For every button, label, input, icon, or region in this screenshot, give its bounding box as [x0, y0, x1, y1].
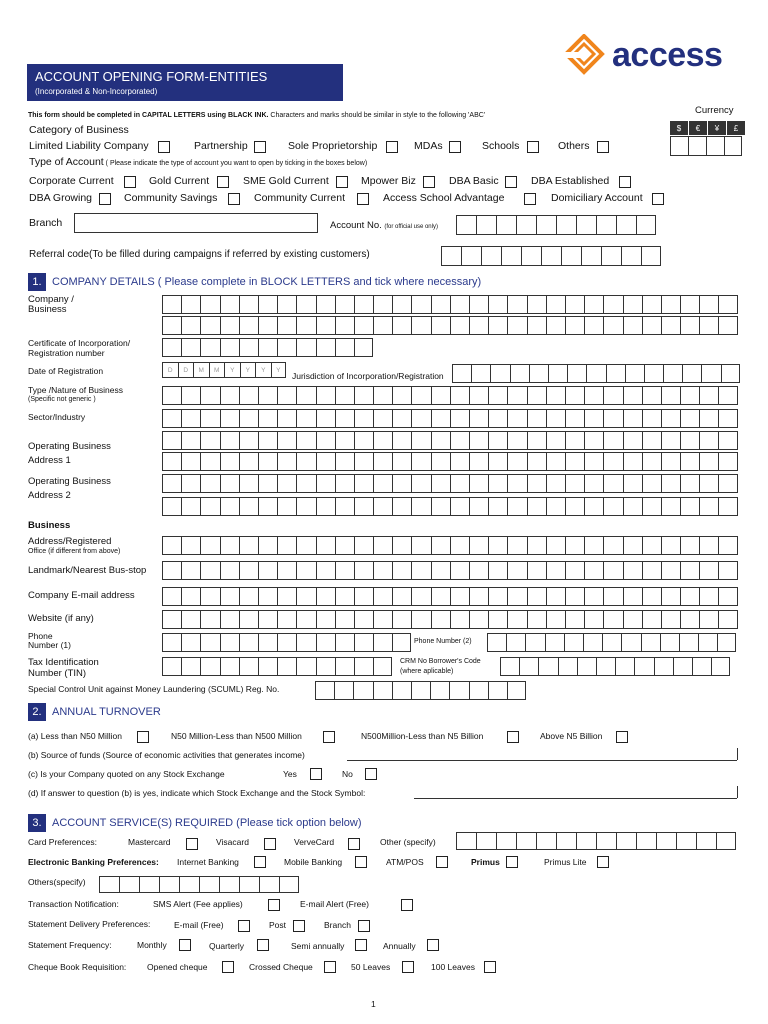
freq-semi-checkbox[interactable] [355, 939, 367, 951]
card-other-grid[interactable] [456, 832, 736, 850]
tin-label: Tax Identification Number (TIN) [28, 657, 99, 679]
tin-grid[interactable] [162, 657, 392, 676]
landmark-label: Landmark/Nearest Bus-stop [28, 565, 147, 576]
cheque-crossed-label: Crossed Cheque [249, 962, 313, 972]
acct-dba-growing-checkbox[interactable] [99, 193, 111, 205]
website-grid[interactable] [162, 610, 738, 629]
stock-no-checkbox[interactable] [365, 768, 377, 780]
acct-sme-gold-checkbox[interactable] [336, 176, 348, 188]
currency-gbp: £ [727, 121, 745, 135]
branch-label: Branch [29, 217, 63, 229]
nature-business-grid[interactable] [162, 386, 738, 405]
turnover-opt2-checkbox[interactable] [323, 731, 335, 743]
others-specify-label: Others(specify) [28, 877, 86, 887]
section1-heading: 1. COMPANY DETAILS ( Please complete in BLOCK LETTERS and tick where necessary) [28, 273, 481, 291]
card-visacard-label: Visacard [216, 837, 249, 847]
stmt-branch-checkbox[interactable] [358, 920, 370, 932]
stock-yes-checkbox[interactable] [310, 768, 322, 780]
phone1-grid[interactable] [162, 633, 411, 652]
category-opt-llc-label: Limited Liability Company [29, 140, 149, 152]
freq-quarterly-label: Quarterly [209, 941, 244, 951]
form-title-band [27, 64, 343, 101]
landmark-grid[interactable] [162, 561, 738, 580]
ebank-atm-label: ATM/POS [386, 857, 424, 867]
access-logo [562, 34, 742, 76]
stmt-freq-label: Statement Frequency: [28, 940, 112, 950]
card-other-label: Other (specify) [380, 837, 436, 847]
no-label: No [342, 769, 353, 779]
phone1-label: Phone Number (1) [28, 631, 71, 650]
date-registration-label: Date of Registration [28, 366, 104, 376]
acct-school-advantage-checkbox[interactable] [524, 193, 536, 205]
stock-symbol-label: (d) If answer to question (b) is yes, indicate which Stock Exchange and the Stock Symbol: [28, 788, 366, 798]
turnover-opt2-label: N50 Million-Less than N500 Million [171, 731, 302, 741]
account-no-label: Account No. (for official use only) [330, 220, 438, 231]
stmt-delivery-label: Statement Delivery Preferences: [28, 919, 151, 929]
company-email-grid[interactable] [162, 587, 738, 606]
freq-monthly-label: Monthly [137, 940, 167, 950]
registered-office-grid[interactable] [162, 536, 738, 555]
cheque-opened-label: Opened cheque [147, 962, 208, 972]
acct-domiciliary-checkbox[interactable] [652, 193, 664, 205]
access-diamond-icon [562, 34, 606, 76]
op-address2-label: Operating Business Address 2 [28, 476, 111, 501]
cheque-50-checkbox[interactable] [402, 961, 414, 973]
category-partnership-checkbox[interactable] [254, 141, 266, 153]
trans-sms-checkbox[interactable] [268, 899, 280, 911]
acct-community-current-label: Community Current [254, 192, 346, 204]
acct-dba-basic-checkbox[interactable] [505, 176, 517, 188]
op-address1-label: Operating Business Address 1 [28, 441, 111, 466]
branch-input[interactable] [74, 213, 318, 233]
company-name-grid-2[interactable] [162, 316, 738, 335]
trans-email-label: E-mail Alert (Free) [300, 899, 369, 909]
trans-email-checkbox[interactable] [401, 899, 413, 911]
sector-grid[interactable] [162, 409, 738, 428]
currency-boxes[interactable] [670, 136, 742, 156]
registered-office-label: Address/Registered Office (if different from above) [28, 536, 121, 555]
business-label: Business [28, 520, 71, 531]
acct-mpower-checkbox[interactable] [423, 176, 435, 188]
ebank-mobile-checkbox[interactable] [355, 856, 367, 868]
phone2-grid[interactable] [487, 633, 736, 652]
category-llc-checkbox[interactable] [158, 141, 170, 153]
turnover-a-opt1-label: (a) Less than N50 Million [28, 731, 123, 741]
jurisdiction-grid[interactable] [452, 364, 740, 383]
acct-community-current-checkbox[interactable] [357, 193, 369, 205]
yes-label: Yes [283, 769, 297, 779]
acct-community-savings-label: Community Savings [124, 192, 218, 204]
acct-gold-current-label: Gold Current [149, 175, 210, 187]
card-vervecard-checkbox[interactable] [348, 838, 360, 850]
category-label: Category of Business [29, 124, 129, 136]
ebank-mobile-label: Mobile Banking [284, 857, 343, 867]
card-pref-label: Card Preferences: [28, 837, 97, 847]
jurisdiction-label: Jurisdiction of Incorporation/Registration [292, 371, 444, 381]
stmt-email-checkbox[interactable] [238, 920, 250, 932]
acct-corporate-current-checkbox[interactable] [124, 176, 136, 188]
ebank-primus-label: Primus [471, 857, 500, 867]
currency-jpy: ¥ [708, 121, 727, 135]
acct-corporate-current-label: Corporate Current [29, 175, 114, 187]
company-email-label: Company E-mail address [28, 590, 135, 601]
company-name-grid-1[interactable] [162, 295, 738, 314]
form-subtitle: (Incorporated & Non-Incorporated) [35, 87, 158, 96]
section3-heading: 3. ACCOUNT SERVICE(S) REQUIRED (Please tick option below) [28, 814, 362, 832]
source-of-funds-label: (b) Source of funds (Source of economic activities that generates income) [28, 750, 305, 760]
freq-annually-checkbox[interactable] [427, 939, 439, 951]
freq-semi-label: Semi annually [291, 941, 345, 951]
referral-code-grid[interactable] [441, 246, 661, 266]
cert-reg-grid[interactable] [162, 338, 373, 357]
page-number: 1 [371, 999, 376, 1009]
turnover-opt1-checkbox[interactable] [137, 731, 149, 743]
cheque-label: Cheque Book Requisition: [28, 962, 127, 972]
ebank-primus-lite-checkbox[interactable] [597, 856, 609, 868]
card-mastercard-label: Mastercard [128, 837, 171, 847]
cheque-100-checkbox[interactable] [484, 961, 496, 973]
category-sole-checkbox[interactable] [386, 141, 398, 153]
cheque-100-label: 100 Leaves [431, 962, 475, 972]
turnover-opt3-label: N500Million-Less than N5 Billion [361, 731, 484, 741]
referral-label: Referral code(To be filled during campaigns if referred by existing customers) [29, 249, 370, 260]
acct-domiciliary-label: Domiciliary Account [551, 192, 643, 204]
op-address2-grid-1[interactable] [162, 474, 738, 493]
category-opt-sole-label: Sole Proprietorship [288, 140, 378, 152]
acct-dba-established-checkbox[interactable] [619, 176, 631, 188]
turnover-opt4-checkbox[interactable] [616, 731, 628, 743]
cheque-50-label: 50 Leaves [351, 962, 391, 972]
acct-gold-current-checkbox[interactable] [217, 176, 229, 188]
turnover-opt3-checkbox[interactable] [507, 731, 519, 743]
category-opt-others-label: Others [558, 140, 590, 152]
stock-symbol-input[interactable] [414, 798, 737, 799]
crm-grid[interactable] [500, 657, 730, 676]
stmt-post-label: Post [269, 920, 287, 930]
acct-dba-established-label: DBA Established [531, 175, 610, 187]
category-opt-partnership-label: Partnership [194, 140, 248, 152]
instructions: This form should be completed in CAPITAL LETTERS using BLACK INK. Characters and marks should be similar in style to the following 'ABC' [28, 112, 486, 119]
company-name-label: Company / Business [28, 294, 74, 315]
op-address2-grid-2[interactable] [162, 497, 738, 516]
acct-community-savings-checkbox[interactable] [228, 193, 240, 205]
acct-sme-gold-label: SME Gold Current [243, 175, 329, 187]
phone2-label: Phone Number (2) [414, 638, 472, 645]
date-registration-grid[interactable]: D D M M Y Y Y Y [162, 362, 286, 378]
currency-usd: $ [670, 121, 689, 135]
op-address1-grid-1[interactable] [162, 431, 738, 450]
trans-notif-label: Transaction Notification: [28, 899, 119, 909]
form-title: ACCOUNT OPENING FORM-ENTITIES [35, 69, 268, 84]
trans-sms-label: SMS Alert (Fee applies) [153, 899, 243, 909]
cheque-opened-checkbox[interactable] [222, 961, 234, 973]
cheque-crossed-checkbox[interactable] [324, 961, 336, 973]
category-schools-checkbox[interactable] [527, 141, 539, 153]
ebank-primus-checkbox[interactable] [506, 856, 518, 868]
stmt-branch-label: Branch [324, 920, 351, 930]
nature-business-label: Type /Nature of Business (Specific not generic ) [28, 385, 123, 403]
stock-exchange-label: (c) Is your Company quoted on any Stock Exchange [28, 769, 225, 779]
crm-label: CRM No Borrower's Code (where aplicable) [400, 658, 481, 675]
freq-quarterly-checkbox[interactable] [257, 939, 269, 951]
category-others-checkbox[interactable] [597, 141, 609, 153]
source-of-funds-input[interactable] [347, 760, 737, 761]
card-visacard-checkbox[interactable] [264, 838, 276, 850]
freq-monthly-checkbox[interactable] [179, 939, 191, 951]
ebank-internet-checkbox[interactable] [254, 856, 266, 868]
sector-label: Sector/Industry [28, 412, 86, 422]
brand-name: access [612, 36, 723, 74]
currency-label: Currency [695, 105, 734, 116]
acct-school-advantage-label: Access School Advantage [383, 192, 505, 204]
turnover-opt4-label: Above N5 Billion [540, 731, 603, 741]
category-opt-schools-label: Schools [482, 140, 520, 152]
freq-annually-label: Annually [383, 941, 416, 951]
cert-reg-label: Certificate of Incorporation/ Registration number [28, 338, 131, 358]
ebank-pref-label: Electronic Banking Preferences: [28, 857, 159, 867]
account-no-grid[interactable] [456, 215, 656, 235]
stmt-post-checkbox[interactable] [293, 920, 305, 932]
ebank-internet-label: Internet Banking [177, 857, 239, 867]
currency-eur: € [689, 121, 708, 135]
scuml-grid[interactable] [315, 681, 526, 700]
category-mdas-checkbox[interactable] [449, 141, 461, 153]
acct-mpower-label: Mpower Biz [361, 175, 416, 187]
website-label: Website (if any) [28, 613, 94, 624]
account-type-heading: Type of Account ( Please indicate the type of account you want to open by ticking in the boxes below) [29, 156, 368, 168]
category-opt-mdas-label: MDAs [414, 140, 443, 152]
card-vervecard-label: VerveCard [294, 837, 335, 847]
currency-symbols [670, 121, 745, 135]
ebank-atm-checkbox[interactable] [436, 856, 448, 868]
stmt-email-label: E-mail (Free) [174, 920, 224, 930]
section2-heading: 2. ANNUAL TURNOVER [28, 703, 161, 721]
scuml-label: Special Control Unit against Money Laundering (SCUML) Reg. No. [28, 684, 280, 694]
op-address1-grid-2[interactable] [162, 452, 738, 471]
others-specify-grid[interactable] [99, 876, 299, 893]
ebank-primus-lite-label: Primus Lite [544, 857, 587, 867]
acct-dba-basic-label: DBA Basic [449, 175, 499, 187]
card-mastercard-checkbox[interactable] [186, 838, 198, 850]
acct-dba-growing-label: DBA Growing [29, 192, 93, 204]
